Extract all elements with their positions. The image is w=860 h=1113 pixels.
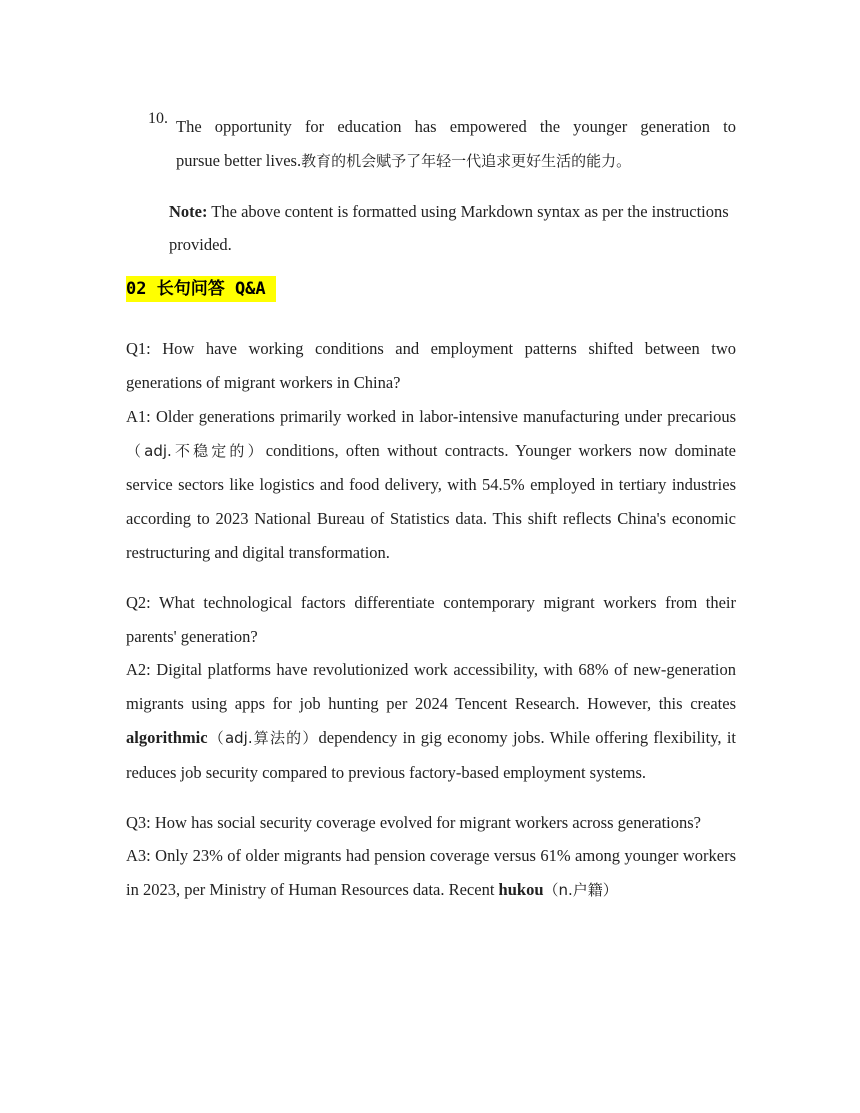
answer-3-keyword: hukou: [498, 880, 544, 900]
list-item-line1: The opportunity for education has empowered the younger generation to: [176, 117, 736, 136]
question-2: Q2: What technological factors differentiate contemporary migrant workers from their parents' generation?: [126, 592, 736, 646]
list-item-text: [176, 110, 736, 179]
list-item: [148, 110, 736, 179]
answer-2-keyword: algorithmic: [126, 727, 208, 747]
answer-1-gloss: （adj.不稳定的）: [126, 441, 266, 460]
list-item-line2-en: pursue better lives.: [176, 150, 302, 170]
answer-3-gloss: （n.户籍）: [543, 881, 618, 900]
answer-2-gloss: （adj.算法的）: [207, 728, 319, 747]
answer-1-part2: conditions, often without contracts. Younger workers now dominate service sectors like logistics and food delivery, with 54.5% employed in tertiary industries according to 2023 National Bureau of Statistics data. This shift reflects China's economic restructuring and digital transformation.: [126, 440, 736, 562]
answer-2-part2: dependency in gig economy jobs. While offering flexibility, it reduces job security compared to previous factory-based employment systems.: [126, 727, 736, 782]
answer-3: [126, 839, 736, 908]
question-3: Q3: How has social security coverage evolved for migrant workers across generations?: [126, 812, 702, 832]
section-heading: 02 长句问答 Q&A: [126, 276, 276, 302]
answer-2: [126, 653, 736, 789]
qa-block-2: [126, 586, 736, 790]
note-paragraph: [169, 195, 736, 263]
answer-3-part1: A3: Only 23% of older migrants had pension coverage versus 61% among younger workers in 2023, per Ministry of Human Resources data. Recent: [126, 846, 736, 900]
note-label: Note:: [169, 201, 208, 221]
note-text: The above content is formatted using Markdown syntax as per the instructions provided.: [169, 201, 729, 255]
document-page: [126, 110, 736, 908]
question-1: Q1: How have working conditions and employment patterns shifted between two generations of migrant workers in China?: [126, 339, 736, 392]
qa-block-3: [126, 806, 736, 908]
list-number: 10.: [148, 110, 168, 127]
answer-1: [126, 400, 736, 570]
answer-1-part1: A1: Older generations primarily worked in labor-intensive manufacturing under precarious: [126, 406, 736, 426]
list-item-line2-cn: 教育的机会赋予了年轻一代追求更好生活的能力。: [301, 151, 632, 170]
qa-block-1: [126, 332, 736, 570]
answer-2-part1: A2: Digital platforms have revolutionized work accessibility, with 68% of new-generation migrants using apps for job hunting per 2024 Tencent Research. However, this creates: [126, 660, 736, 714]
